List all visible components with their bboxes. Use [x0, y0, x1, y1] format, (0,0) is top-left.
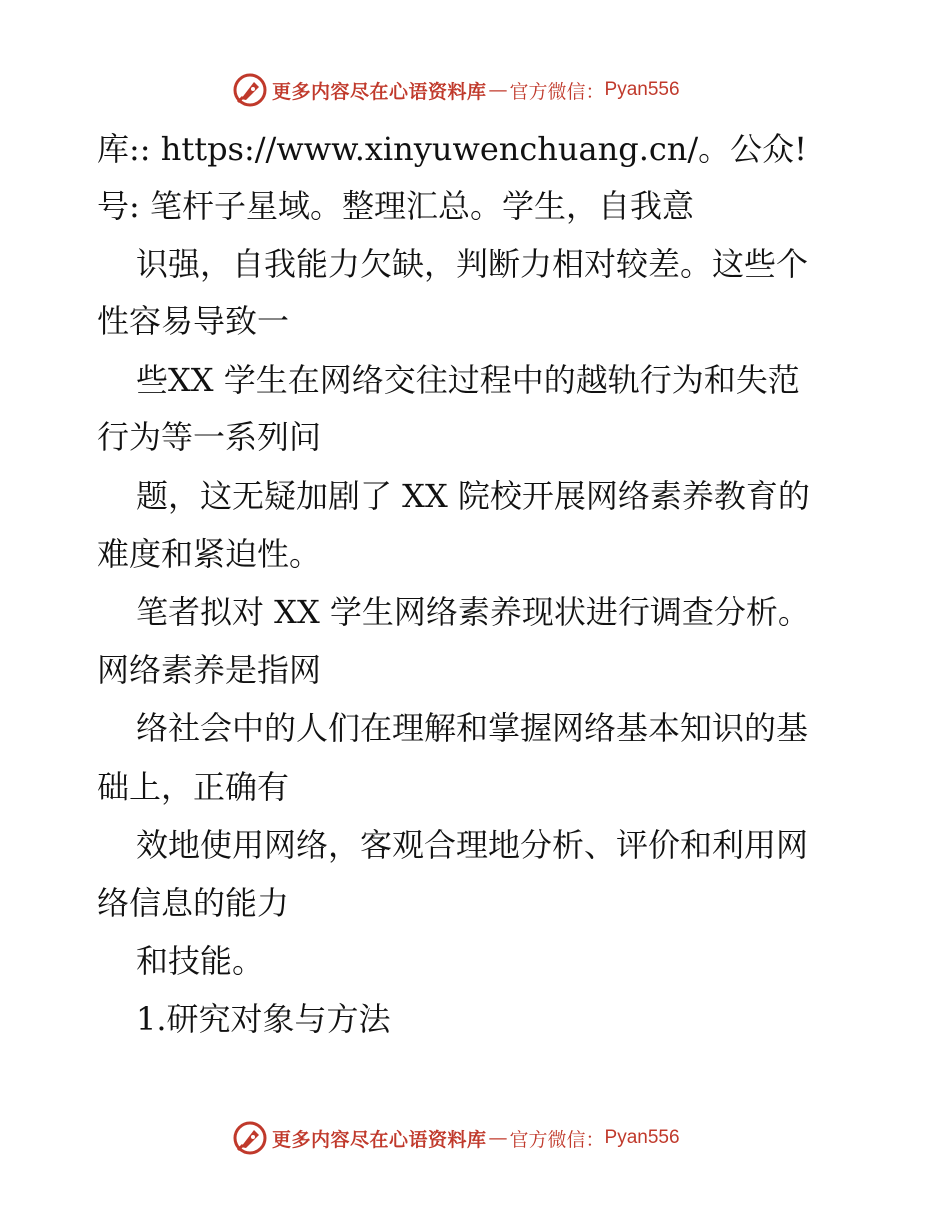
banner-main-text: 更多内容尽在心语资料库 — [272, 1128, 487, 1151]
text-line: 难度和紧迫性。 — [97, 535, 322, 573]
text-line: 性容易导致一 — [97, 302, 290, 340]
section-heading: 1.研究对象与方法 — [136, 1000, 391, 1038]
text-line: 题，这无疑加剧了 XX 院校开展网络素养教育的 — [136, 477, 810, 515]
text-line: 和技能。 — [136, 942, 265, 980]
banner-wechat-label: 官方微信： — [509, 80, 605, 103]
header-banner — [232, 70, 732, 110]
banner-dash: — — [488, 79, 508, 101]
text-line: 行为等一系列问 — [97, 418, 322, 456]
footer-banner — [232, 1118, 732, 1158]
banner-text — [272, 1125, 680, 1152]
banner-dash: — — [488, 1127, 508, 1149]
banner-wechat-id: Pyan556 — [604, 1127, 680, 1148]
banner-main-text: 更多内容尽在心语资料库 — [272, 80, 487, 103]
text-line: 络社会中的人们在理解和掌握网络基本知识的基 — [136, 709, 809, 747]
text-line: 库:: https://www.xinyuwenchuang.cn/。公众! — [97, 130, 808, 168]
pen-nib-logo-icon — [232, 72, 268, 108]
banner-wechat-id: Pyan556 — [604, 79, 680, 100]
text-line: 网络素养是指网 — [97, 651, 322, 689]
text-line: 效地使用网络，客观合理地分析、评价和利用网 — [136, 826, 809, 864]
text-line: 号: 笔杆子星域。整理汇总。学生，自我意 — [97, 187, 694, 225]
text-line: 些XX 学生在网络交往过程中的越轨行为和失范 — [136, 361, 800, 399]
text-line: 络信息的能力 — [97, 884, 290, 922]
text-line: 识强，自我能力欠缺，判断力相对较差。这些个 — [136, 245, 809, 283]
text-line: 础上，正确有 — [97, 768, 290, 806]
pen-nib-logo-icon — [232, 1120, 268, 1156]
text-line: 笔者拟对 XX 学生网络素养现状进行调查分析。 — [136, 593, 810, 631]
banner-text — [272, 77, 680, 104]
banner-wechat-label: 官方微信： — [509, 1128, 605, 1151]
